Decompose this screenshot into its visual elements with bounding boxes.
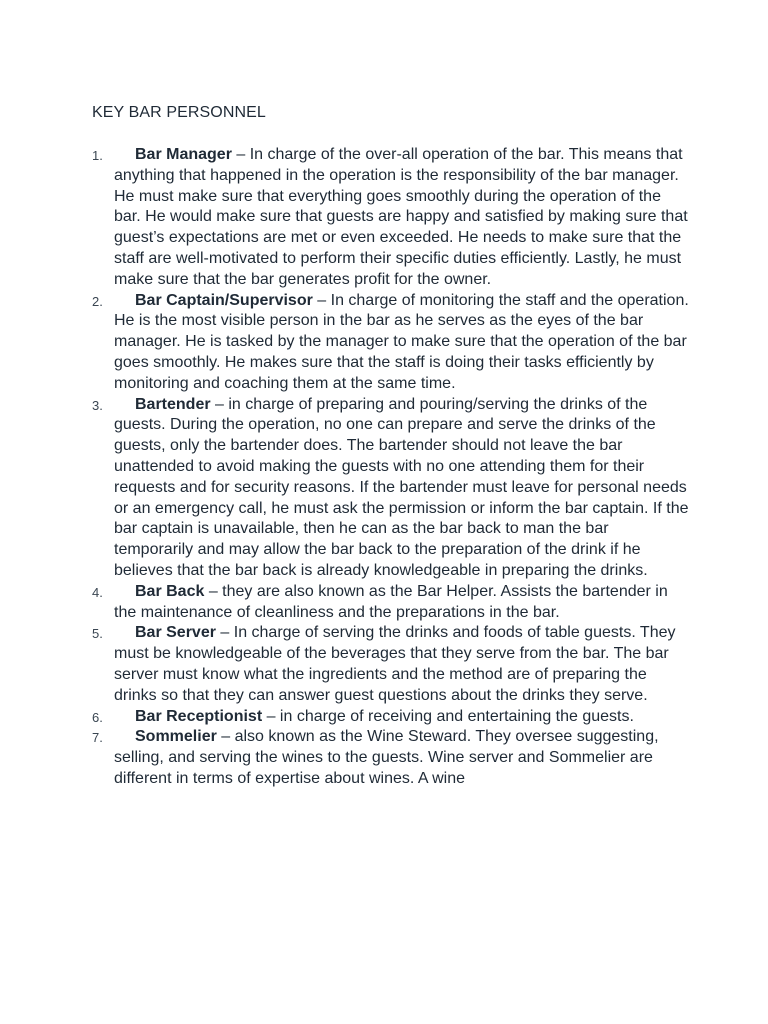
list-item — [92, 707, 692, 728]
list-item — [92, 145, 692, 291]
list-number: 7. — [92, 730, 103, 746]
list-number: 3. — [92, 397, 103, 413]
list-item-term: Bar Server — [135, 624, 216, 642]
list-item-term: Bar Captain/Supervisor — [135, 291, 313, 309]
list-number: 4. — [92, 584, 103, 600]
personnel-list — [92, 145, 692, 790]
list-item-body — [114, 623, 692, 706]
list-item-description: – in charge of preparing and pouring/serving the drinks of the guests. During the operation, no one can prepare and serve the drinks of the guests, only the bartender does. The bartender should not leave the bar unattended to avoid making the guests with no one attending them for their requests and for security reasons. If the bartender must leave for personal needs or an emergency call, he must ask the permission or inform the bar captain. If the bar captain is unavailable, then he can as the bar back to man the bar temporarily and may allow the bar back to the preparation of the drink if he believes that the bar back is already knowledgeable in preparing the drinks. — [114, 395, 689, 579]
list-item-description: – In charge of serving the drinks and foods of table guests. They must be knowledgeable of the beverages that they serve from the bar. The bar server must know what the ingredients and the method are of preparing the drinks so that they can answer guest questions about the drinks they serve. — [114, 624, 676, 704]
list-item-body — [114, 395, 692, 582]
list-item-description: – in charge of receiving and entertaining the guests. — [262, 707, 634, 725]
list-item — [92, 582, 692, 624]
list-item-body — [114, 582, 692, 624]
list-item — [92, 727, 692, 789]
list-item-body — [114, 707, 692, 728]
list-item-body — [114, 727, 692, 789]
list-item — [92, 291, 692, 395]
list-item-description: – In charge of monitoring the staff and the operation. He is the most visible person in the bar as he serves as the eyes of the bar manager. He is tasked by the manager to make sure that the operation of the bar goes smoothly. He makes sure that the staff is doing their tasks efficiently by monitoring and coaching them at the same time. — [114, 291, 689, 392]
list-item-description: – they are also known as the Bar Helper. Assists the bartender in the maintenance of cleanliness and the preparations in the bar. — [114, 582, 668, 621]
list-number: 5. — [92, 626, 103, 642]
document-title: KEY BAR PERSONNEL — [92, 104, 266, 121]
list-item-body — [114, 291, 692, 395]
list-item — [92, 623, 692, 706]
list-number: 1. — [92, 148, 103, 163]
list-number: 6. — [92, 709, 103, 725]
list-item-description: – In charge of the over-all operation of the bar. This means that anything that happened in the operation is the responsibility of the bar manager. He must make sure that everything goes smoothly during the operation of the bar. He would make sure that guests are happy and satisfied by making sure that guest’s expectations are met or even exceeded. He needs to make sure that the staff are well-motivated to perform their specific duties efficiently. Lastly, he must make sure that the bar generates profit for the owner. — [114, 146, 688, 288]
list-item-description: – also known as the Wine Steward. They oversee suggesting, selling, and serving the wines to the guests. Wine server and Sommelier are different in terms of expertise about wines. A wine — [114, 728, 659, 787]
list-item-term: Bar Manager — [135, 146, 232, 163]
list-item — [92, 395, 692, 582]
list-item-term: Bartender — [135, 395, 211, 413]
list-item-term: Sommelier — [135, 728, 217, 746]
list-item-term: Bar Receptionist — [135, 707, 263, 725]
list-item-term: Bar Back — [135, 582, 205, 600]
list-number: 2. — [92, 293, 103, 309]
list-item-body — [114, 145, 692, 291]
